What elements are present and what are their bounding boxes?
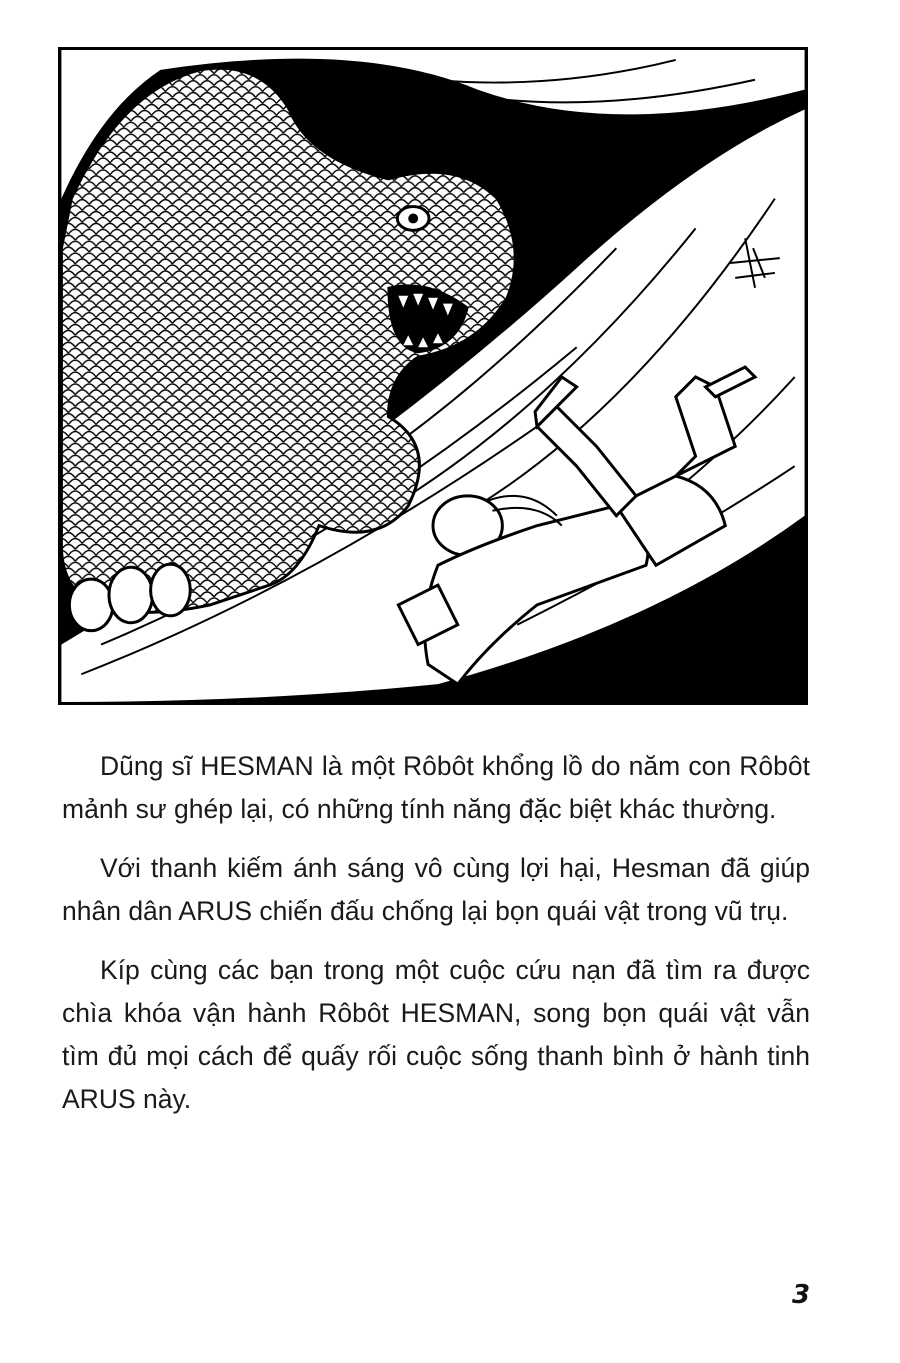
paragraph: Dũng sĩ HESMAN là một Rôbôt khổng lồ do năm con Rôbôt mảnh sư ghép lại, có những tính năng đặc biệt khác thường. — [62, 751, 810, 824]
dinosaur-attacking-boy-illustration — [61, 50, 805, 702]
paragraph: Với thanh kiếm ánh sáng vô cùng lợi hại, Hesman đã giúp nhân dân ARUS chiến đấu chống lại bọn quái vật trong vũ trụ. — [62, 853, 810, 926]
comic-panel — [58, 47, 808, 705]
paragraph: Kíp cùng các bạn trong một cuộc cứu nạn đã tìm ra được chìa khóa vận hành Rôbôt HESMAN, song bọn quái vật vẫn tìm đủ mọi cách để quấy rối cuộc sống thanh bình ở hành tinh ARUS này. — [62, 955, 810, 1114]
story-text — [62, 745, 810, 1137]
page-number: 3 — [792, 1280, 811, 1310]
